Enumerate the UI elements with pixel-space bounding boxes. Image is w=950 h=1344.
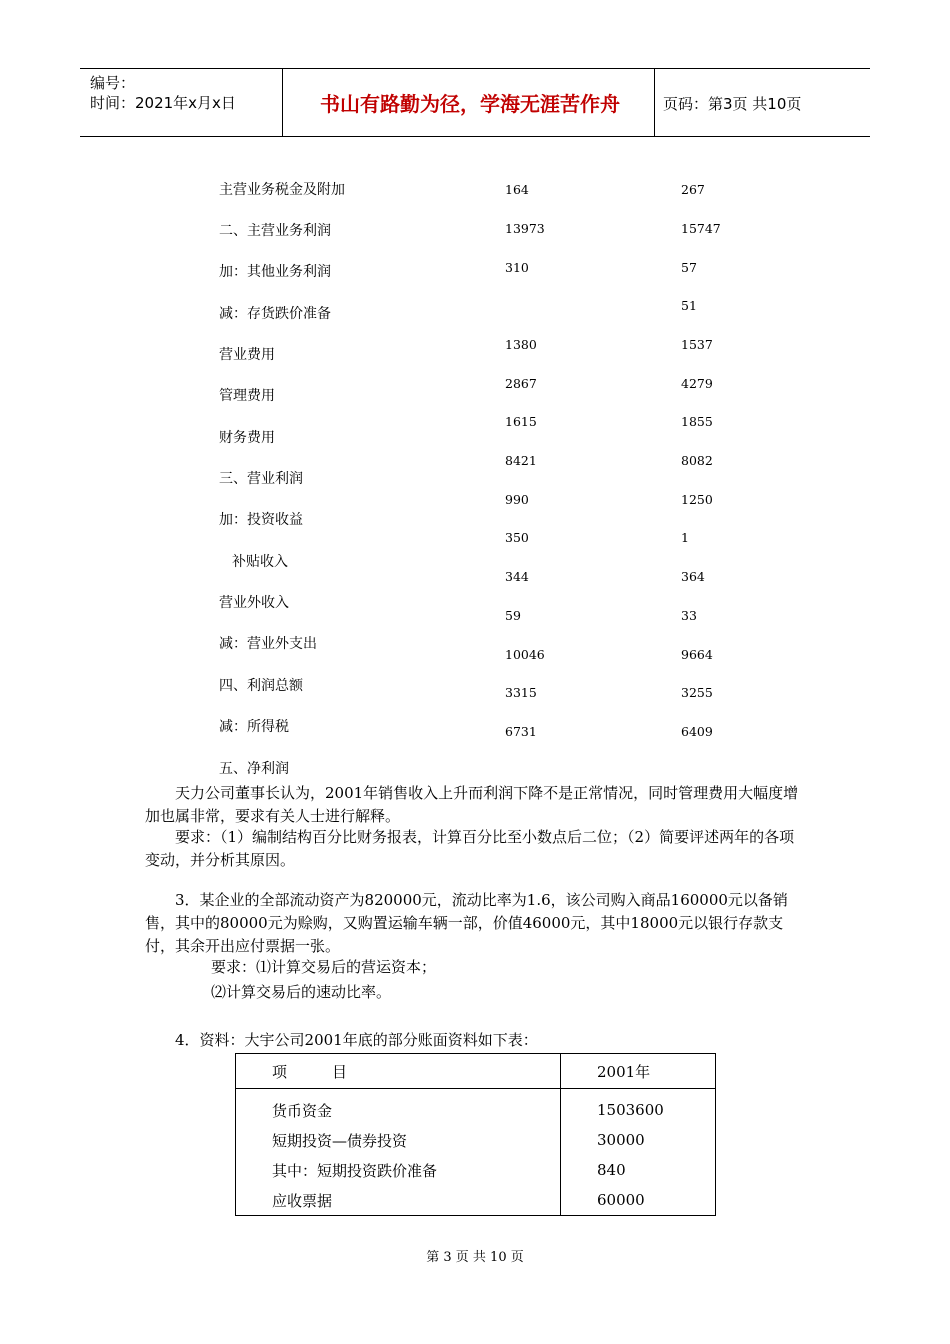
q2-para1-text: 天力公司董事长认为，2001年销售收入上升而利润下降不是正常情况，同时管理费用大幅度增加也属非常，要求有关人士进行解释。 — [145, 784, 799, 825]
value-col2: 1 — [681, 530, 689, 545]
q3-paragraph — [145, 889, 805, 958]
value-col1: 350 — [505, 530, 529, 545]
q2-para2-text: 要求：（1）编制结构百分比财务报表，计算百分比至小数点后二位；（2）简要评述两年的各项变动，并分析其原因。 — [145, 828, 795, 869]
q4-intro: 4．资料：大宇公司2001年底的部分账面资料如下表： — [175, 1031, 538, 1049]
value-col2: 33 — [681, 608, 697, 623]
q2-paragraph-2 — [145, 826, 805, 872]
row-label: 加：其他业务利润 — [219, 264, 331, 280]
row-label: 三、营业利润 — [219, 471, 303, 487]
row-label: 减：营业外支出 — [219, 636, 317, 652]
row-label: 补贴收入 — [232, 554, 288, 570]
value-col2: 4279 — [681, 376, 713, 391]
row-label: 二、主营业务利润 — [219, 223, 331, 239]
header-divider — [654, 69, 655, 136]
value-col2: 1855 — [681, 414, 713, 429]
account-table — [235, 1053, 716, 1216]
row-label: 四、利润总额 — [219, 678, 303, 694]
value-col1: 1380 — [505, 337, 537, 352]
value-col1: 344 — [505, 569, 529, 584]
value-col2: 1537 — [681, 337, 713, 352]
header-divider — [282, 69, 283, 136]
time-label: 时间：2021年x月x日 — [90, 94, 236, 112]
q3-para-text: 3．某企业的全部流动资产为820000元，流动比率为1.6，该公司购入商品160000元以备销售，其中的80000元为赊购，又购置运输车辆一部，价值46000元，其中18000元以银行存款支付，其余开出应付票据一张。 — [145, 891, 788, 955]
value-col1: 3315 — [505, 685, 537, 700]
value-col1: 1615 — [505, 414, 537, 429]
row-label: 减：所得税 — [219, 719, 289, 735]
value-col1: 13973 — [505, 221, 545, 236]
table-row — [236, 1155, 716, 1185]
table-cell: 其中：短期投资跌价准备 — [236, 1155, 561, 1185]
table-cell: 60000 — [561, 1185, 716, 1216]
table-row — [236, 1125, 716, 1155]
q3-requirement-1: 要求：⑴计算交易后的营运资本； — [211, 958, 437, 976]
value-col2: 57 — [681, 260, 697, 275]
row-label: 营业费用 — [219, 347, 275, 363]
value-col2: 8082 — [681, 453, 713, 468]
row-label: 减：存货跌价准备 — [219, 306, 331, 322]
value-col1: 59 — [505, 608, 521, 623]
table-header-item: 项 目 — [236, 1054, 561, 1089]
header-motto: 书山有路勤为径，学海无涯苦作舟 — [320, 92, 620, 116]
value-col2: 9664 — [681, 647, 713, 662]
row-label: 管理费用 — [219, 388, 275, 404]
page-header — [80, 68, 870, 137]
value-col1: 6731 — [505, 724, 537, 739]
q2-paragraph-1 — [145, 782, 805, 828]
row-label: 主营业务税金及附加 — [219, 182, 345, 198]
value-col2: 1250 — [681, 492, 713, 507]
value-col1: 8421 — [505, 453, 537, 468]
value-col2: 15747 — [681, 221, 721, 236]
header-page-label: 页码：第3页 共10页 — [663, 95, 802, 113]
code-label: 编号： — [90, 74, 136, 92]
table-cell: 30000 — [561, 1125, 716, 1155]
table-header-row — [236, 1054, 716, 1089]
table-cell: 840 — [561, 1155, 716, 1185]
row-label: 五、净利润 — [219, 761, 289, 777]
value-col2: 6409 — [681, 724, 713, 739]
q3-requirement-2: ⑵计算交易后的速动比率。 — [211, 983, 392, 1001]
value-col2: 267 — [681, 182, 705, 197]
table-cell: 应收票据 — [236, 1185, 561, 1216]
value-col1: 10046 — [505, 647, 545, 662]
table-row — [236, 1185, 716, 1216]
value-col1: 164 — [505, 182, 529, 197]
value-col1: 310 — [505, 260, 529, 275]
header-meta — [90, 73, 236, 113]
value-col2: 3255 — [681, 685, 713, 700]
table-cell: 短期投资—债券投资 — [236, 1125, 561, 1155]
value-col2: 51 — [681, 298, 697, 313]
page-footer: 第 3 页 共 10 页 — [426, 1250, 524, 1265]
value-col1: 2867 — [505, 376, 537, 391]
row-label: 加：投资收益 — [219, 512, 303, 528]
table-cell: 1503600 — [561, 1089, 716, 1126]
row-label: 营业外收入 — [219, 595, 289, 611]
row-label: 财务费用 — [219, 430, 275, 446]
value-col2: 364 — [681, 569, 705, 584]
table-cell: 货币资金 — [236, 1089, 561, 1126]
table-row — [236, 1089, 716, 1126]
table-header-year: 2001年 — [561, 1054, 716, 1089]
value-col1: 990 — [505, 492, 529, 507]
